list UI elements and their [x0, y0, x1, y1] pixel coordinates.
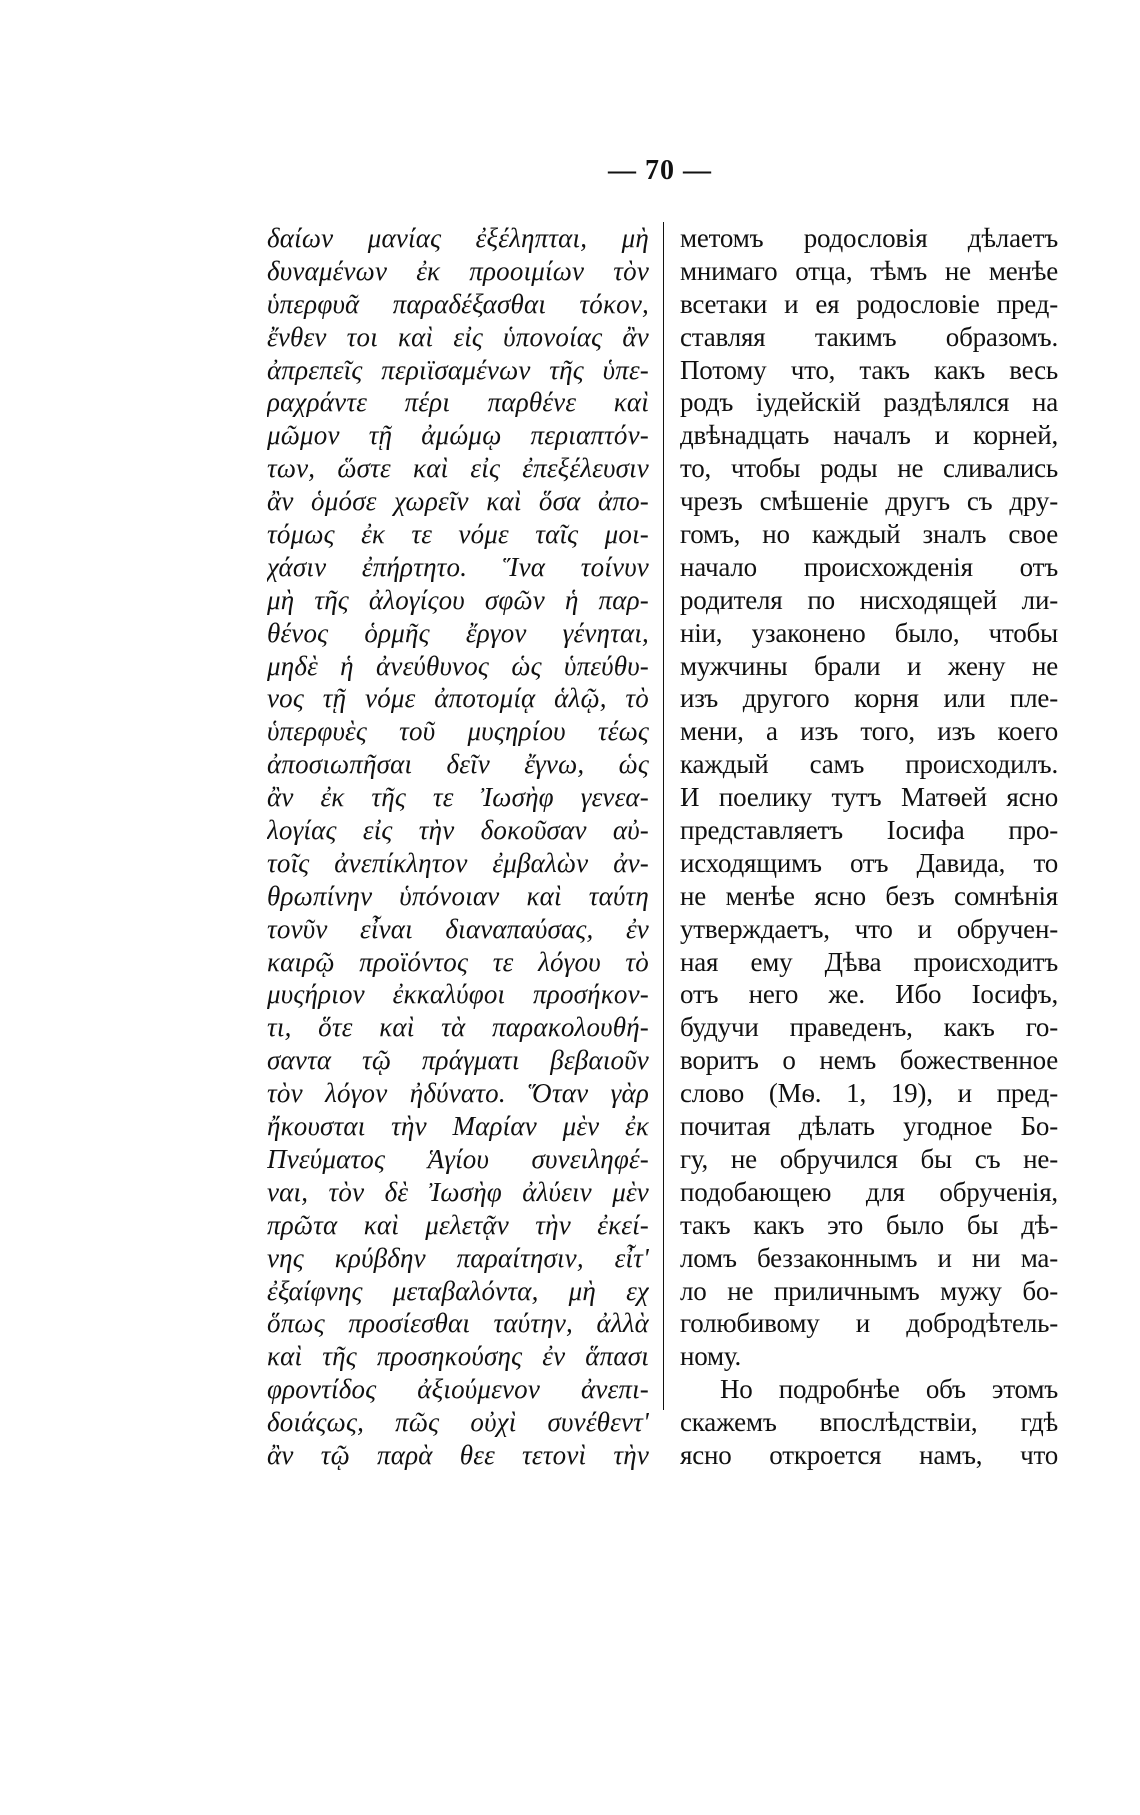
greek-line: ὅπως προσίεσθαι ταύτην, ἀλλὰ [267, 1308, 649, 1339]
russian-line: метомъ родословія дѣлаетъ [680, 223, 1058, 253]
greek-text-column [267, 222, 649, 1472]
greek-line: ὑπερφυὲς τοῦ μυςηρίου τέως [267, 716, 649, 747]
greek-line: ἂν ὁμόσε χωρεῖν καὶ ὅσα ἀπο- [267, 486, 649, 517]
greek-line: χάσιν ἐπήρτητο. Ἵνα τοίνυν [267, 551, 649, 582]
greek-line: μυςήριον ἐκκαλύφοι προσήκον- [267, 979, 649, 1010]
russian-line: изъ другого корня или пле- [680, 683, 1058, 714]
russian-line: ясно откроется намъ, что [680, 1439, 1058, 1470]
greek-line: καὶ τῆς προσηκούσης ἐν ἅπασι [267, 1341, 649, 1372]
russian-line: голюбивому и добродѣтель- [680, 1308, 1058, 1339]
russian-line: утверждаетъ, что и обручен- [680, 913, 1058, 944]
russian-line: мени, а изъ того, изъ коего [680, 716, 1058, 747]
russian-line: Но подробнѣе объ этомъ [720, 1374, 1058, 1405]
greek-line: νος τῇ νόμε ἀποτομίᾳ ἁλῷ, τὸ [267, 683, 649, 714]
russian-line: подобающею для обрученія, [680, 1176, 1058, 1207]
russian-line: такъ какъ это было бы дѣ- [680, 1209, 1058, 1240]
russian-line: слово (Мѳ. 1, 19), и пред- [680, 1078, 1058, 1109]
russian-line: ломъ беззаконнымъ и ни ма- [680, 1242, 1058, 1273]
greek-line: τόμως ἐκ τε νόμε ταῖς μοι- [267, 519, 649, 550]
column-divider [663, 222, 664, 1410]
russian-line: то, чтобы роды не сливались [680, 453, 1058, 484]
greek-line: τοῖς ἀνεπίκλητον ἐμβαλὼν ἀν- [267, 847, 649, 878]
greek-line: ἂν ἐκ τῆς τε Ἰωσὴφ γενεα- [267, 782, 649, 813]
greek-line: τὸν λόγον ἠδύνατο. Ὅταν γὰρ [267, 1078, 649, 1109]
greek-line: ἐξαίφνης μεταβαλόντα, μὴ εχ [267, 1275, 649, 1306]
greek-line: τι, ὅτε καὶ τὰ παρακολουθή- [267, 1012, 649, 1043]
russian-line: родителя по нисходящей ли- [680, 584, 1058, 615]
greek-line: ἀποσιωπῆσαι δεῖν ἔγνω, ὡς [267, 749, 649, 780]
russian-line: представляетъ Іосифа про- [680, 815, 1058, 846]
russian-line: исходящимъ отъ Давида, то [680, 847, 1058, 878]
greek-line: σαντα τῷ πράγματι βεβαιοῦν [267, 1045, 649, 1076]
russian-line: скажемъ впослѣдствіи, гдѣ [680, 1407, 1058, 1438]
russian-line: ставляя такимъ образомъ. [680, 321, 1058, 352]
greek-line: των, ὥστε καὶ εἰς ἐπεξέλευσιν [267, 453, 649, 484]
russian-line: ному. [680, 1341, 742, 1372]
greek-line: νης κρύβδην παραίτησιν, εἶτ' [267, 1242, 649, 1273]
russian-line: будучи праведенъ, какъ го- [680, 1012, 1058, 1043]
russian-line: ло не приличнымъ мужу бо- [680, 1275, 1058, 1306]
russian-line: воритъ о немъ божественное [680, 1045, 1058, 1076]
greek-line: τονῦν εἶναι διαναπαύσας, ἐν [267, 913, 649, 944]
russian-line: гу, не обручился бы съ не- [680, 1143, 1058, 1174]
russian-text-column [680, 222, 1058, 1472]
greek-line: ἀπρεπεῖς περιϊσαμένων τῆς ὑπε- [267, 354, 649, 385]
russian-line: не менѣе ясно безъ сомнѣнія [680, 880, 1058, 911]
russian-line: И поелику тутъ Матѳей ясно [680, 782, 1058, 813]
russian-line: чрезъ смѣшеніе другъ съ дру- [680, 486, 1058, 517]
greek-line: λογίας εἰς τὴν δοκοῦσαν αὐ- [267, 815, 649, 846]
russian-line: мужчины брали и жену не [680, 650, 1058, 681]
greek-line: φροντίδος ἀξιούμενον ἀνεπι- [267, 1374, 649, 1405]
russian-line: гомъ, но каждый зналъ свое [680, 519, 1058, 550]
russian-line: каждый самъ происходилъ. [680, 749, 1058, 780]
greek-line: μὴ τῆς ἀλογίςου σφῶν ἡ παρ- [267, 584, 649, 615]
greek-line: δυναμένων ἐκ προοιμίων τὸν [267, 255, 649, 286]
greek-line: ἂν τῷ παρὰ θεε τετονὶ τὴν [267, 1439, 649, 1470]
page-number: — 70 — [608, 155, 712, 186]
russian-line: всетаки и ея родословіе пред- [680, 288, 1058, 319]
greek-line: μηδὲ ἡ ἀνεύθυνος ὡς ὑπεύθυ- [267, 650, 649, 681]
russian-line: почитая дѣлать угодное Бо- [680, 1111, 1058, 1142]
russian-line: отъ него же. Ибо Іосифъ, [680, 979, 1058, 1010]
greek-line: ραχράντε πέρι παρθένε καὶ [267, 387, 649, 418]
greek-line: θρωπίνην ὑπόνοιαν καὶ ταύτη [267, 880, 649, 911]
greek-line: ἔνθεν τοι καὶ εἰς ὑπονοίας ἂν [267, 321, 649, 352]
russian-line: ніи, узаконено было, чтобы [680, 617, 1058, 648]
greek-line: δαίων μανίας ἐξέληπται, μὴ [267, 223, 649, 253]
greek-line: πρῶτα καὶ μελετᾷν τὴν ἐκεί- [267, 1209, 649, 1240]
greek-line: θένος ὁρμῆς ἔργον γένηται, [267, 617, 649, 648]
greek-line: ναι, τὸν δὲ Ἰωσὴφ ἀλύειν μὲν [267, 1176, 649, 1207]
greek-line: ὑπερφυᾶ παραδέξασθαι τόκον, [267, 288, 649, 319]
greek-line: Πνεύματος Ἁγίου συνειληφέ- [267, 1143, 649, 1174]
russian-line: Потому что, такъ какъ весь [680, 354, 1058, 385]
greek-line: ἤκουσται τὴν Μαρίαν μὲν ἐκ [267, 1111, 649, 1142]
russian-line: родъ іудейскій раздѣлялся на [680, 387, 1058, 418]
russian-line: ная ему Дѣва происходитъ [680, 946, 1058, 977]
greek-line: μῶμον τῇ ἀμώμῳ περιαπτόν- [267, 420, 649, 451]
greek-line: δοιάςως, πῶς οὐχὶ συνέθεντ' [267, 1407, 649, 1438]
russian-line: начало происхожденія отъ [680, 551, 1058, 582]
greek-line: καιρῷ προϊόντος τε λόγου τὸ [267, 946, 649, 977]
russian-line: мнимаго отца, тѣмъ не менѣе [680, 255, 1058, 286]
russian-line: двѣнадцать началъ и корней, [680, 420, 1058, 451]
